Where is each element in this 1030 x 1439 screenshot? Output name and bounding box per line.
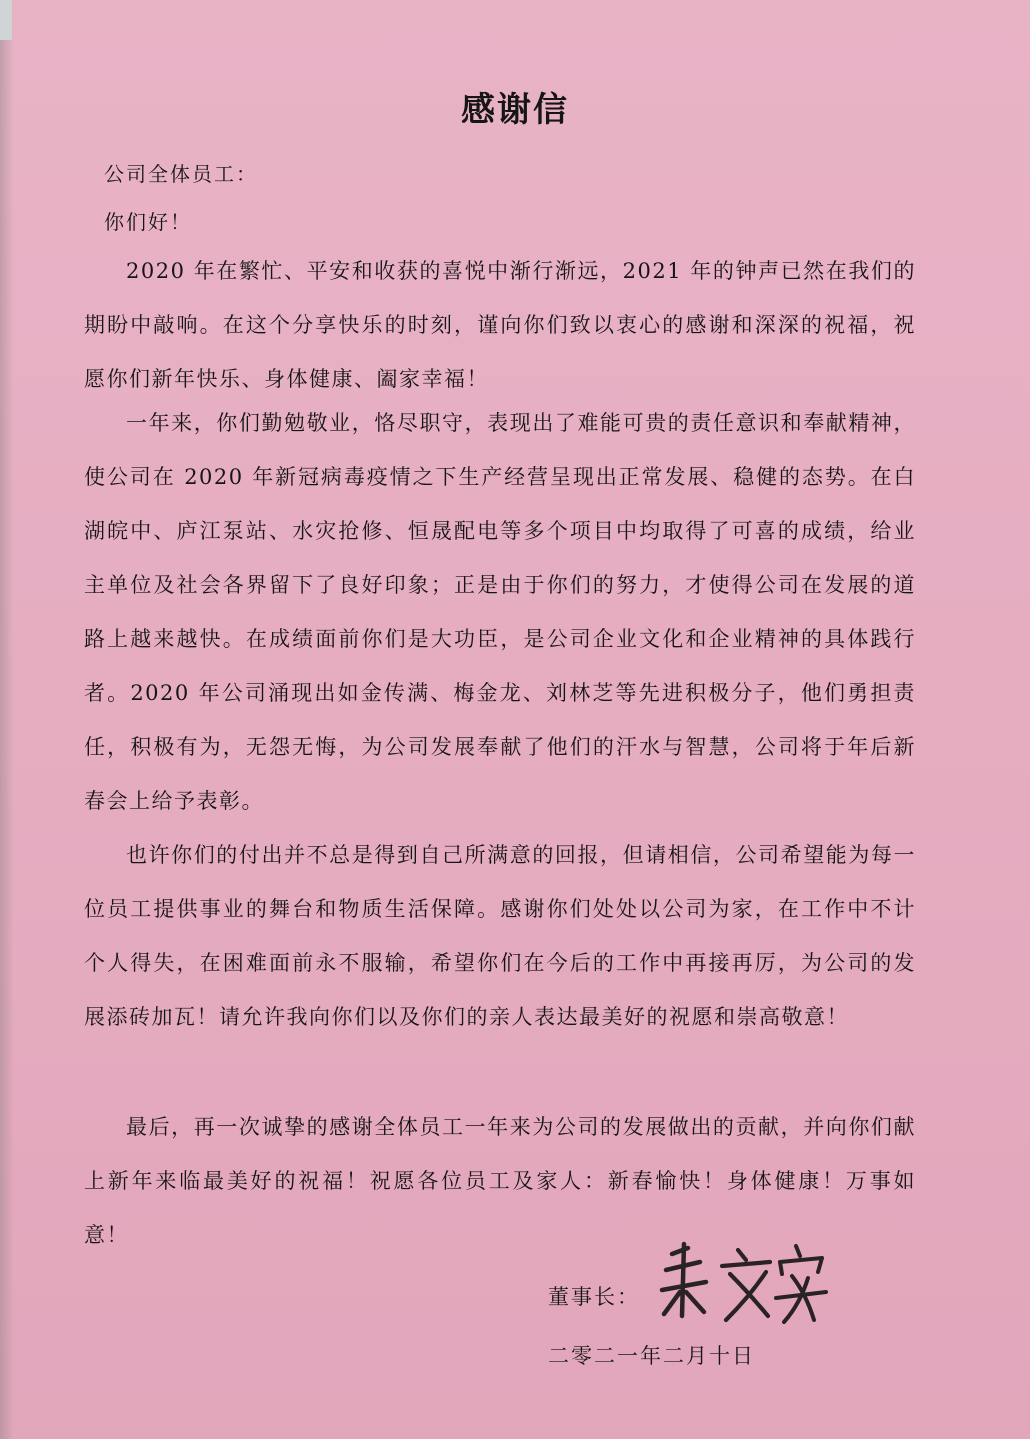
paragraph-1: 2020 年在繁忙、平安和收获的喜悦中渐行渐远，2021 年的钟声已然在我们的期盼中敲响。在这个分享快乐的时刻，谨向你们致以衷心的感谢和深深的祝福，祝愿你们新年快乐、身体健康、阖家幸福！ — [84, 259, 916, 391]
paper-edge-shadow — [0, 0, 14, 1439]
paragraph-2: 一年来，你们勤勉敬业，恪尽职守，表现出了难能可贵的责任意识和奉献精神，使公司在 2020 年新冠病毒疫情之下生产经营呈现出正常发展、稳健的态势。在白湖皖中、庐江泵站、水灾抢修、恒晟配电等多个项目中均取得了可喜的成绩，给业主单位及社会各界留下了良好印象；正是由于你们的努力，才使得公司在发展的道路上越来越快。在成绩面前你们是大功臣，是公司企业文化和企业精神的具体践行者。2020 年公司涌现出如金传满、梅金龙、刘林芝等先进积极分子，他们勇担责任，积极有为，无怨无悔，为公司发展奉献了他们的汗水与智慧，公司将于年后新春会上给予表彰。 — [84, 411, 916, 813]
background-corner — [0, 0, 12, 40]
letter-title: 感谢信 — [461, 90, 569, 130]
paragraph-4: 最后，再一次诚挚的感谢全体员工一年来为公司的发展做出的贡献，并向你们献上新年来临最美好的祝福！祝愿各位员工及家人：新春愉快！身体健康！万事如意！ — [84, 1115, 916, 1247]
handwritten-signature — [658, 1236, 828, 1331]
greeting: 你们好！ — [104, 210, 192, 234]
signature-label: 董事长： — [548, 1285, 640, 1309]
salutation: 公司全体员工： — [104, 162, 258, 186]
paragraph-3: 也许你们的付出并不总是得到自己所满意的回报，但请相信，公司希望能为每一位员工提供事业的舞台和物质生活保障。感谢你们处处以公司为家，在工作中不计个人得失，在困难面前永不服输，希望你们在今后的工作中再接再厉，为公司的发展添砖加瓦！请允许我向你们以及你们的亲人表达最美好的祝愿和崇高敬意！ — [84, 843, 916, 1029]
letter-date: 二零二一年二月十日 — [548, 1344, 755, 1368]
